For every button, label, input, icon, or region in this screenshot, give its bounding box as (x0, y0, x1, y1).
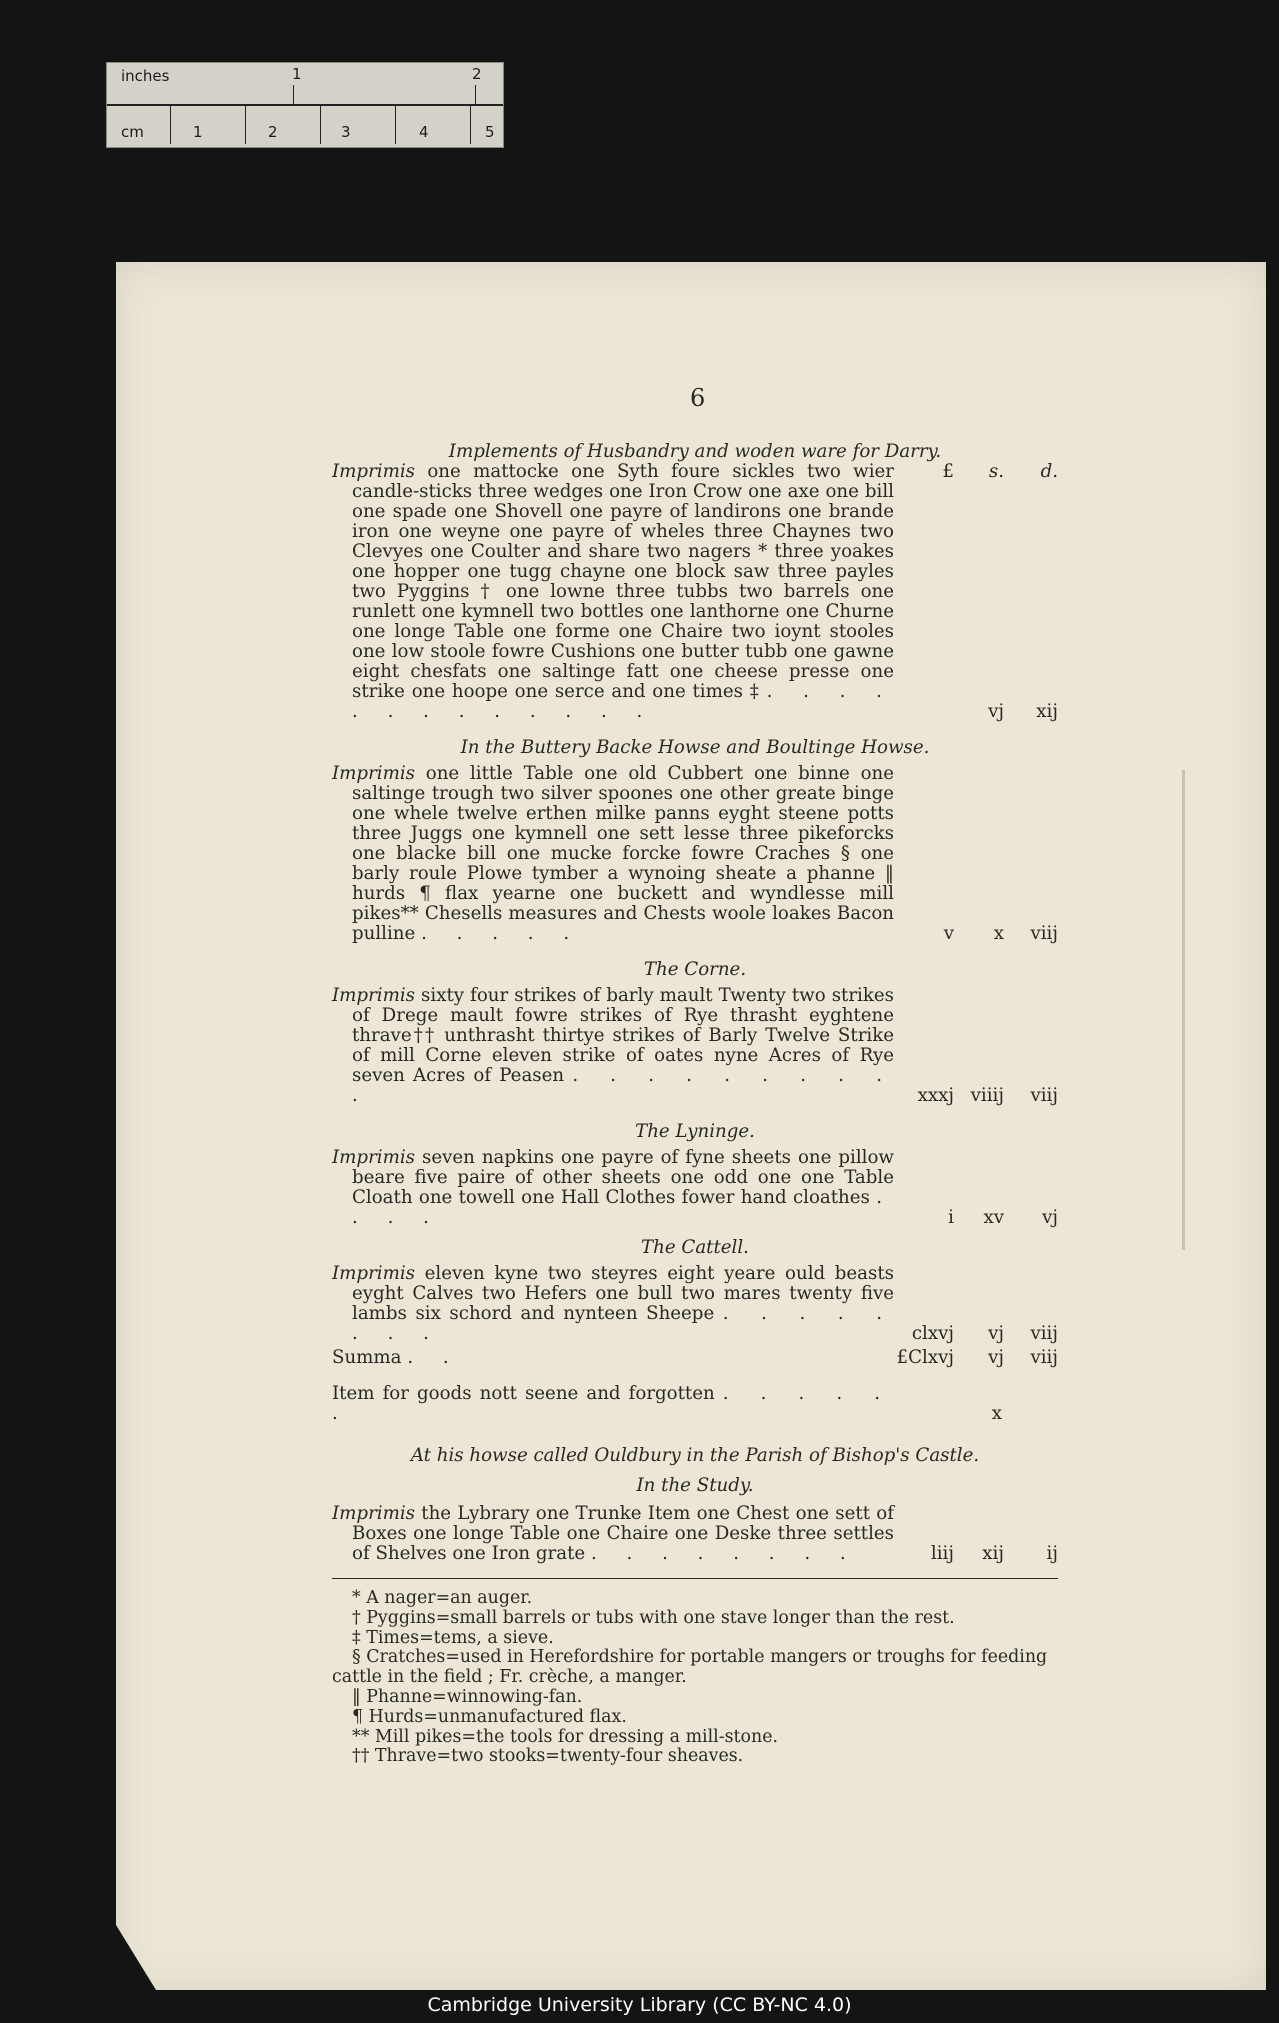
col-head-pounds: £ (942, 461, 954, 482)
page-binding-thread (1182, 770, 1185, 1250)
torn-corner (116, 1925, 156, 1990)
value-pounds (894, 702, 954, 722)
value-shillings: x (991, 1403, 1002, 1424)
footnote-4: § Cratches=used in Herefordshire for portable mangers or troughs for feeding cattle in the field ; Fr. crèche, a manger. (332, 1647, 1048, 1688)
col-head-pence: d. (1040, 461, 1058, 482)
item-text: Item for goods nott seene and forgotten (332, 1383, 715, 1404)
footnote-1: * A nager=an auger. (352, 1588, 533, 1608)
value-pence: viij (1030, 1323, 1058, 1344)
entry-lyninge-text: seven napkins one payre of fyne sheets one pillow beare five paire of other sheets one odd one one Table Cloath one towell one Hall Clothes fower hand cloathes (352, 1147, 894, 1208)
ruler-cm1: 1 (193, 123, 203, 141)
value-pence: ij (1046, 1543, 1058, 1564)
footnote-2: † Pyggins=small barrels or tubs with one stave longer than the rest. (352, 1607, 955, 1628)
value-pounds: clxvj (911, 1323, 954, 1344)
imprimis-label: Imprimis (332, 1147, 415, 1168)
entry-lyninge: Imprimis seven napkins one payre of fyne sheets one pillow beare five paire of other sheets one odd one one Table Cloath one towell one Hall Clothes fower hand cloathes . . . . i xv vj (332, 1147, 1058, 1228)
ruler-inches-label: inches (121, 67, 170, 85)
summa-pence: viij (1030, 1347, 1058, 1368)
footnote-8: †† Thrave=two stooks=twenty-four sheaves. (352, 1746, 744, 1767)
entry-goods-forgotten: Item for goods nott seene and forgotten . . . . . . x (332, 1383, 1002, 1424)
inventory-text (332, 382, 1058, 1767)
entry-corne: Imprimis sixty four strikes of barly mault Twenty two strikes of Drege mault fowre strikes of Rye thrasht eyghtene thrave†† unthrasht thirtye strikes of Barly Twelve Strike of mill Corne eleven strike of oates nyne Acres of Rye seven Acres of Peasen . . . . . . . . . . xxxj viiij viij (332, 985, 1058, 1106)
section-heading-corne: The Corne. (643, 959, 747, 980)
section-heading-husbandry: Implements of Husbandry and woden ware for Darry. (448, 441, 942, 462)
value-pounds: liij (930, 1543, 954, 1564)
value-shillings: vj (988, 701, 1004, 722)
section-heading-lyninge: The Lyninge. (635, 1121, 755, 1142)
section-heading-cattell: The Cattell. (641, 1237, 749, 1258)
footnote-3: ‡ Times=tems, a sieve. (352, 1627, 554, 1648)
value-shillings: xij (982, 1543, 1004, 1564)
entry-cattell-text: eleven kyne two steyres eight yeare ould beasts eyght Calves two Hefers one bull two mares twenty five lambs six schord and nynteen Sheepe (352, 1263, 894, 1324)
footnote-7: ** Mill pikes=the tools for dressing a mill-stone. (352, 1726, 779, 1747)
entry-study: Imprimis the Lybrary one Trunke Item one Chest one sett of Boxes one longe Table one Chaire one Deske three settles of Shelves one Iron grate . . . . . . . . liij xij ij (332, 1503, 1058, 1564)
value-shillings: viiij (970, 1085, 1004, 1106)
ruler-cm4: 4 (419, 123, 429, 141)
footnotes (332, 1589, 1058, 1767)
ruler-cm3: 3 (341, 123, 351, 141)
section-heading-ouldbury: At his howse called Ouldbury in the Parish of Bishop's Castle. (410, 1445, 980, 1466)
imprimis-label: Imprimis (332, 1263, 415, 1284)
entry-cattell: Imprimis eleven kyne two steyres eight yeare ould beasts eyght Calves two Hefers one bull two mares twenty five lambs six schord and nynteen Sheepe . . . . . . . . clxvj vj viij (332, 1263, 1058, 1344)
footnote-6: ¶ Hurds=unmanufactured flax. (352, 1706, 627, 1727)
imprimis-label: Imprimis (332, 985, 415, 1006)
ruler-midline (107, 104, 503, 106)
entry-buttery-text: one little Table one old Cubbert one binne one saltinge trough two silver spoones one other greate binge one whele twelve erthen milke panns eyght steene potts three Juggs one kymnell one sett lesse three pikeforcks one blacke bill one mucke forcke fowre Craches § one barly roule Plowe tymber a wynoing sheate a phanne ‖ hurds ¶ flax yearne one buckett and wyndlesse mill pikes** Chesells measures and Chests woole loakes Bacon pulline (352, 763, 894, 944)
value-pence: viij (1030, 1085, 1058, 1106)
value-shillings: vj (988, 1323, 1004, 1344)
ruler-cm5: 5 (485, 123, 495, 141)
col-head-shillings: s. (988, 461, 1004, 482)
summa-label: Summa (332, 1347, 402, 1368)
page-number: 6 (690, 384, 706, 412)
section-heading-buttery: In the Buttery Backe Howse and Boultinge Howse. (460, 737, 930, 758)
entry-husbandry: Imprimis one mattocke one Syth foure sickles two wier candle-sticks three wedges one Iron Crow one axe one bill one spade one Shovell one payre of landirons one brande iron one weyne one payre of wheles three Chaynes two Clevyes one Coulter and share two nagers * three yoakes one hopper one tugg chayne one block saw three payles two Pyggins † one lowne three tubbs two barrels one runlett one kymnell two bottles one lanthorne one Churne one longe Table one forme one Chaire two ioynt stooles one low stoole fowre Cushions one butter tubb one gawne eight chesfats one saltinge fatt one cheese presse one strike one hoope one serce and one times ‡ . . . . . . . . . . . . . £ s. d. vj xij (332, 461, 1058, 722)
imprimis-label: Imprimis (332, 461, 415, 482)
value-pence: xij (1036, 701, 1058, 722)
summa-row: Summa . . £Clxvj vj viij (332, 1347, 1058, 1368)
ruler-in1: 1 (292, 65, 302, 83)
section-heading-study: In the Study. (636, 1475, 754, 1496)
entry-husbandry-text: one mattocke one Syth foure sickles two wier candle-sticks three wedges one Iron Crow one axe one bill one spade one Shovell one payre of landirons one brande iron one weyne one payre of wheles three Chaynes two Clevyes one Coulter and share two nagers * three yoakes one hopper one tugg chayne one block saw three payles two Pyggins † one lowne three tubbs two barrels one runlett one kymnell two bottles one lanthorne one Churne one longe Table one forme one Chaire two ioynt stooles one low stoole fowre Cushions one butter tubb one gawne eight chesfats one saltinge fatt one cheese presse one strike one hoope one serce and one times ‡ (352, 461, 894, 702)
scale-ruler (106, 62, 504, 148)
value-shillings: x (993, 923, 1004, 944)
imprimis-label: Imprimis (332, 1503, 415, 1524)
ruler-in2: 2 (472, 65, 482, 83)
value-pence: vj (1042, 1207, 1058, 1228)
footnote-5: ‖ Phanne=winnowing-fan. (352, 1686, 583, 1707)
footnote-rule (332, 1578, 1058, 1579)
summa-pounds: £Clxvj (896, 1347, 954, 1368)
image-credit: Cambridge University Library (CC BY-NC 4.0) (427, 1994, 852, 2016)
value-shillings: xv (983, 1207, 1004, 1228)
imprimis-label: Imprimis (332, 763, 415, 784)
entry-study-text: the Lybrary one Trunke Item one Chest one sett of Boxes one longe Table one Chaire one Deske three settles of Shelves one Iron grate (352, 1503, 894, 1564)
ruler-cm-label: cm (121, 123, 144, 141)
value-pounds: v (943, 923, 954, 944)
entry-buttery: Imprimis one little Table one old Cubbert one binne one saltinge trough two silver spoones one other greate binge one whele twelve erthen milke panns eyght steene potts three Juggs one kymnell one sett lesse three pikeforcks one blacke bill one mucke forcke fowre Craches § one barly roule Plowe tymber a wynoing sheate a phanne ‖ hurds ¶ flax yearne one buckett and wyndlesse mill pikes** Chesells measures and Chests woole loakes Bacon pulline . . . . . v x viij (332, 763, 1058, 944)
value-pounds: i (948, 1207, 954, 1228)
ruler-cm2: 2 (268, 123, 278, 141)
value-pounds: xxxj (917, 1085, 954, 1106)
entry-corne-text: sixty four strikes of barly mault Twenty two strikes of Drege mault fowre strikes of Rye thrasht eyghtene thrave†† unthrasht thirtye strikes of Barly Twelve Strike of mill Corne eleven strike of oates nyne Acres of Rye seven Acres of Peasen (352, 985, 894, 1086)
value-pence: viij (1030, 923, 1058, 944)
summa-shillings: vj (988, 1347, 1004, 1368)
